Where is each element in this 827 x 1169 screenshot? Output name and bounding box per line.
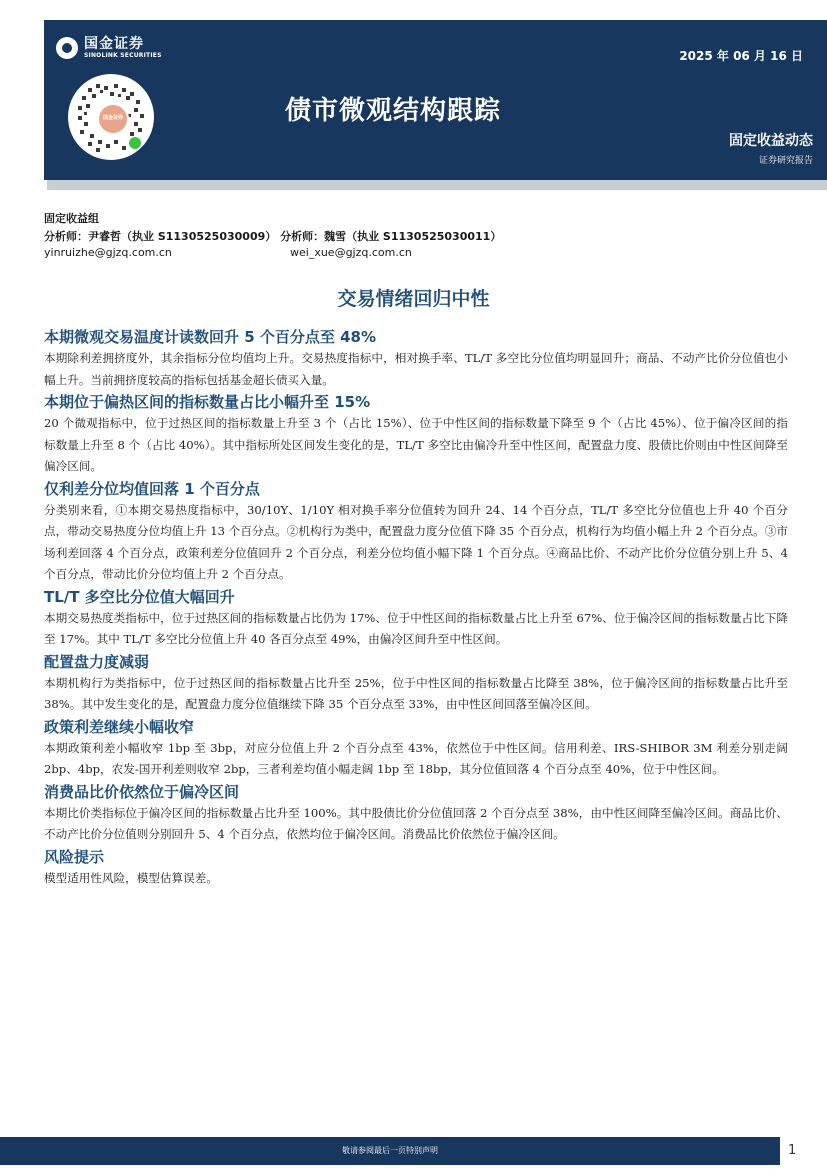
section-heading: TL/T 多空比分位值大幅回升 (44, 587, 235, 606)
wechat-icon (128, 136, 142, 150)
section-heading: 风险提示 (44, 847, 105, 866)
section-body: 本期机构行为类指标中，位于过热区间的指标数量占比升至 25%，位于中性区间的指标数量占比降至 38%，位于偏冷区间的指标数量占比升至 38%。其中发生变化的是，配置盘力度分位值继续下降 35 个百分点至 33%，由中性区间回落至偏冷区间。 (44, 675, 788, 711)
analyst-line: 分析师：尹睿哲（执业 S1130525030009） 分析师：魏雪（执业 S1130525030011） (44, 230, 502, 243)
section (44, 781, 788, 846)
section (44, 716, 788, 781)
document-title: 交易情绪回归中性 (337, 288, 490, 310)
report-category: 固定收益动态 (729, 133, 813, 149)
section (44, 478, 788, 586)
section-body: 20 个微观指标中，位于过热区间的指标数量上升至 3 个（占比 15%）、位于中性区间的指标数量下降至 9 个（占比 45%）、位于偏冷区间的指标数量上升至 8 个（占比 40%）。其中指标所处区间发生变化的是，TL/T 多空比由偏冷升至中性区间，配置盘力度、股债比价则由中性区间降至偏冷区间。 (44, 416, 788, 473)
report-type: 证券研究报告 (758, 156, 813, 166)
section-heading: 配置盘力度减弱 (44, 652, 150, 671)
analyst-email-1: yinruizhe@gjzq.com.cn (44, 246, 172, 259)
section-body: 本期政策利差小幅收窄 1bp 至 3bp，对应分位值上升 2 个百分点至 43%，依然位于中性区间。信用利差、IRS-SHIBOR 3M 利差分别走阔 2bp、4bp，农发-国开利差则收窄 2bp，三者利差均值小幅走阔 1bp 至 18bp，其分位值回落 4 个百分点至 40%，位于中性区间。 (44, 740, 788, 776)
report-title: 债市微观结构跟踪 (285, 96, 502, 126)
section-body: 本期除利差拥挤度外，其余指标分位均值均上升。交易热度指标中，相对换手率、TL/T 多空比分位值均明显回升；商品、不动产比价分位值也小幅上升。当前拥挤度较高的指标包括基金超长债买入量。 (44, 351, 788, 387)
section (44, 326, 788, 391)
section-heading: 消费品比价依然位于偏冷区间 (44, 782, 240, 801)
section-heading: 政策利差继续小幅收窄 (44, 717, 195, 736)
analyst-email-2: wei_xue@gjzq.com.cn (290, 246, 412, 259)
section-heading: 本期微观交易温度计读数回升 5 个百分点至 48% (44, 328, 377, 346)
section (44, 651, 788, 716)
section (44, 391, 788, 478)
page-number: 1 (788, 1143, 797, 1158)
report-date: 2025 年 06 月 16 日 (679, 49, 803, 63)
section-heading: 仅利差分位均值回落 1 个百分点 (44, 479, 260, 498)
logo-en: SINOLINK SECURITIES (84, 52, 162, 59)
section-body: 分类别来看，①本期交易热度指标中，30/10Y、1/10Y 相对换手率分位值转为回升 24、14 个百分点，TL/T 多空比分位值也上升 40 个百分点，带动交易热度分位均值上升 13 个百分点。②机构行为类中，配置盘力度分位值下降 35 个百分点，机构行为均值小幅上升 2 个百分点。③市场利差回落 4 个百分点，政策利差分位值回升 2 个百分点，利差分位均值小幅下降 1 个百分点。④商品比价、不动产比价分位值分别上升 5、4 个百分点，带动比价分位均值上升 2 个百分点。 (44, 502, 788, 581)
footer-notice: 敬请参阅最后一页特别声明 (342, 1146, 438, 1155)
section-body: 模型适用性风险，模型估算误差。 (44, 870, 218, 885)
section-body: 本期交易热度类指标中，位于过热区间的指标数量占比仍为 17%、位于中性区间的指标数量占比上升至 67%、位于偏冷区间的指标数量占比下降至 17%。其中 TL/T 多空比分位值上升 40 各百分点至 49%，由偏冷区间升至中性区间。 (44, 610, 788, 646)
qr-code-icon (68, 74, 154, 160)
qr-center-badge (97, 103, 129, 135)
footer-bar (0, 1137, 780, 1165)
section-body: 本期比价类指标位于偏冷区间的指标数量占比升至 100%。其中股债比价分位值回落 2 个百分点至 38%，由中性区间降至偏冷区间。商品比价、不动产比价分位值则分别回升 5、4 个百分点，依然均位于偏冷区间。消费品比价依然位于偏冷区间。 (44, 805, 788, 841)
section-heading: 本期位于偏热区间的指标数量占比小幅升至 15% (44, 393, 371, 411)
logo-mark-icon (56, 37, 78, 59)
analyst-group: 固定收益组 (44, 212, 99, 225)
company-logo (56, 36, 162, 60)
logo-cn: 国金证券 (84, 36, 144, 52)
qr-center-label: 国金证券 (102, 115, 123, 121)
section (44, 846, 788, 890)
report-body (44, 326, 788, 889)
section (44, 586, 788, 651)
